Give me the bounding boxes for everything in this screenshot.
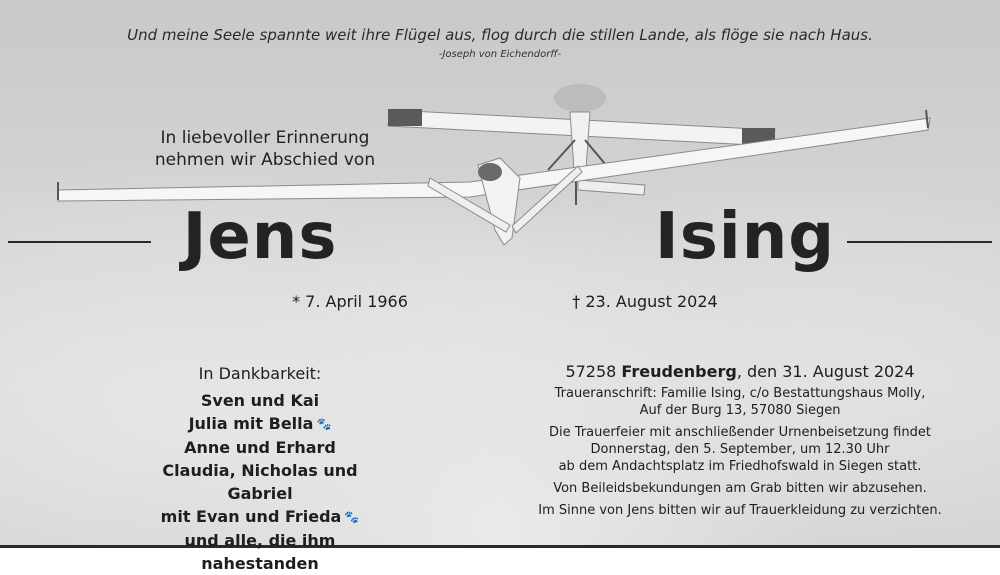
info-section [520, 362, 960, 524]
divider-right [847, 241, 992, 243]
place-date: , den 31. August 2024 [736, 362, 915, 381]
family-line [130, 389, 390, 412]
thanks-label: In Dankbarkeit: [198, 364, 322, 383]
family-line-text: Anne und Erhard [184, 438, 336, 457]
quote-author: -Joseph von Eichendorff- [438, 49, 562, 60]
family-line-text: mit Evan und Frieda [160, 507, 342, 526]
first-name: Jens [182, 200, 338, 274]
landing-gear-left [548, 140, 575, 170]
ceremony-line-3: ab dem Andachtsplatz im Friedhofswald in Siegen statt. [558, 459, 922, 474]
family-line [130, 505, 390, 529]
condolence-note: Von Beileidsbekundungen am Grab bitten wir abzusehen. [553, 481, 927, 496]
family-line [130, 529, 390, 575]
mourning-address [520, 385, 960, 419]
intro-text [130, 127, 400, 171]
last-name: Ising [654, 200, 836, 274]
thanks-section [130, 364, 390, 575]
paw-icon: 🐾 [344, 510, 360, 524]
intro-line-1: In liebevoller Erinnerung [160, 128, 370, 148]
dress-note: Im Sinne von Jens bitten wir auf Trauerkleidung zu verzichten. [538, 503, 942, 518]
memorial-quote: Und meine Seele spannte weit ihre Flügel aus, flog durch die stillen Lande, als flöge sie nach Haus. [127, 26, 873, 44]
family-line-text: und alle, die ihm nahestanden [184, 531, 336, 573]
postal-code: 57258 [565, 362, 622, 381]
glider-canopy [478, 163, 502, 181]
place-date-line [520, 362, 960, 381]
family-line [130, 412, 390, 436]
family-line [130, 459, 390, 505]
family-line [130, 436, 390, 459]
family-line-text: Claudia, Nicholas und Gabriel [162, 461, 358, 503]
wingtip-left [388, 109, 422, 126]
tow-plane-tailplane [578, 180, 645, 195]
family-line-text: Sven und Kai [200, 391, 320, 410]
ceremony-info [520, 424, 960, 475]
place-city: Freudenberg [621, 362, 737, 381]
death-date: † 23. August 2024 [572, 292, 718, 311]
landing-gear-right [585, 140, 606, 165]
address-line-1: Traueranschrift: Familie Ising, c/o Bestattungshaus Molly, [554, 386, 926, 401]
propeller-blur [554, 84, 606, 112]
address-line-2: Auf der Burg 13, 57080 Siegen [639, 403, 841, 418]
intro-line-2: nehmen wir Abschied von [154, 150, 376, 170]
ceremony-line-2: Donnerstag, den 5. September, um 12.30 Uhr [590, 442, 890, 457]
divider-left [8, 241, 151, 243]
paw-icon: 🐾 [316, 417, 332, 431]
ceremony-line-1: Die Trauerfeier mit anschließender Urnenbeisetzung findet [549, 425, 931, 440]
family-line-text: Julia mit Bella [188, 414, 314, 433]
birth-date: * 7. April 1966 [292, 292, 408, 311]
